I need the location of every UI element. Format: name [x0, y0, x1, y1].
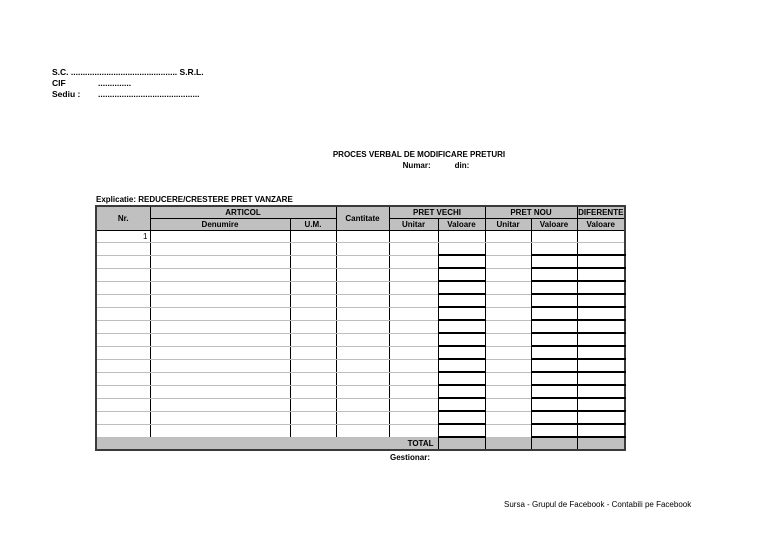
um-cell[interactable]: [290, 255, 336, 268]
cantitate-cell[interactable]: [336, 398, 389, 411]
cantitate-cell[interactable]: [336, 424, 389, 437]
source-note: Sursa - Grupul de Facebook - Contabili pe Facebook: [504, 500, 692, 509]
nou-valoare-cell[interactable]: [531, 372, 577, 385]
table-row: [96, 411, 625, 424]
nou-valoare-cell[interactable]: [531, 281, 577, 294]
table-row: [96, 307, 625, 320]
denumire-cell[interactable]: [150, 372, 290, 385]
dif-valoare-cell[interactable]: [577, 411, 625, 424]
dif-valoare-cell[interactable]: [577, 424, 625, 437]
vechi-valoare-cell[interactable]: [438, 231, 485, 243]
nou-unitar-cell[interactable]: [485, 346, 531, 359]
cantitate-cell[interactable]: [336, 333, 389, 346]
um-cell[interactable]: [290, 243, 336, 256]
dif-valoare-cell[interactable]: [577, 231, 625, 243]
nou-valoare-cell[interactable]: [531, 231, 577, 243]
cantitate-cell[interactable]: [336, 307, 389, 320]
denumire-cell[interactable]: [150, 243, 290, 256]
table-row: [96, 359, 625, 372]
col-header-denumire: Denumire: [150, 219, 290, 231]
dif-valoare-cell[interactable]: [577, 307, 625, 320]
vechi-valoare-cell[interactable]: [438, 268, 485, 281]
vechi-unitar-cell[interactable]: [389, 320, 438, 333]
table-row: [96, 424, 625, 437]
header-row-1: [96, 206, 625, 219]
vechi-valoare-cell[interactable]: [438, 255, 485, 268]
nou-valoare-cell[interactable]: [531, 346, 577, 359]
table-row: [96, 231, 625, 243]
nou-valoare-cell[interactable]: [531, 307, 577, 320]
nou-valoare-cell[interactable]: [531, 359, 577, 372]
vechi-unitar-cell[interactable]: [389, 359, 438, 372]
dif-valoare-cell[interactable]: [577, 268, 625, 281]
vechi-unitar-cell[interactable]: [389, 346, 438, 359]
nou-unitar-cell[interactable]: [485, 333, 531, 346]
table-row: [96, 255, 625, 268]
total-dif-valoare[interactable]: [577, 437, 625, 450]
nou-unitar-cell[interactable]: [485, 243, 531, 256]
cantitate-cell[interactable]: [336, 359, 389, 372]
denumire-cell[interactable]: [150, 411, 290, 424]
row-number-cell[interactable]: [96, 268, 150, 281]
col-header-nou-valoare: Valoare: [531, 219, 577, 231]
table-row: [96, 243, 625, 256]
denumire-cell[interactable]: [150, 307, 290, 320]
vechi-valoare-cell[interactable]: [438, 243, 485, 256]
vechi-valoare-cell[interactable]: [438, 411, 485, 424]
cif-label: CIF: [52, 78, 66, 88]
denumire-cell[interactable]: [150, 231, 290, 243]
dif-valoare-cell[interactable]: [577, 243, 625, 256]
table-row: [96, 372, 625, 385]
um-cell[interactable]: [290, 268, 336, 281]
vechi-unitar-cell[interactable]: [389, 281, 438, 294]
denumire-cell[interactable]: [150, 346, 290, 359]
nou-valoare-cell[interactable]: [531, 255, 577, 268]
table-row: [96, 398, 625, 411]
um-cell[interactable]: [290, 294, 336, 307]
dif-valoare-cell[interactable]: [577, 320, 625, 333]
nou-unitar-cell[interactable]: [485, 281, 531, 294]
company-sc-label: S.C. ............................................. S.R.L.: [52, 67, 204, 77]
um-cell[interactable]: [290, 372, 336, 385]
sediu-value: ...........................................: [98, 89, 200, 99]
nou-unitar-cell[interactable]: [485, 398, 531, 411]
nou-valoare-cell[interactable]: [531, 333, 577, 346]
nou-unitar-cell[interactable]: [485, 385, 531, 398]
nou-valoare-cell[interactable]: [531, 320, 577, 333]
cantitate-cell[interactable]: [336, 268, 389, 281]
dif-valoare-cell[interactable]: [577, 372, 625, 385]
col-header-vechi-valoare: Valoare: [438, 219, 485, 231]
nou-unitar-cell[interactable]: [485, 255, 531, 268]
cantitate-cell[interactable]: [336, 255, 389, 268]
total-row: [96, 437, 625, 450]
nou-valoare-cell[interactable]: [531, 385, 577, 398]
col-header-pret-nou: PRET NOU: [485, 206, 577, 219]
vechi-unitar-cell[interactable]: [389, 333, 438, 346]
denumire-cell[interactable]: [150, 385, 290, 398]
gestionar-label: Gestionar:: [390, 453, 431, 462]
total-label: TOTAL: [96, 437, 438, 450]
cantitate-cell[interactable]: [336, 243, 389, 256]
company-sediu-line: [52, 89, 204, 100]
cantitate-cell[interactable]: [336, 281, 389, 294]
um-cell[interactable]: [290, 424, 336, 437]
um-cell[interactable]: [290, 281, 336, 294]
dif-valoare-cell[interactable]: [577, 398, 625, 411]
denumire-cell[interactable]: [150, 294, 290, 307]
cantitate-cell[interactable]: [336, 372, 389, 385]
cantitate-cell[interactable]: [336, 411, 389, 424]
vechi-valoare-cell[interactable]: [438, 372, 485, 385]
col-header-nou-unitar: Unitar: [485, 219, 531, 231]
denumire-cell[interactable]: [150, 359, 290, 372]
price-change-table: [95, 205, 626, 451]
col-header-um: U.M.: [290, 219, 336, 231]
um-cell[interactable]: [290, 398, 336, 411]
col-header-nr: Nr.: [96, 206, 150, 231]
table-row: [96, 268, 625, 281]
total-nou-valoare[interactable]: [531, 437, 577, 450]
vechi-unitar-cell[interactable]: [389, 372, 438, 385]
um-cell[interactable]: [290, 411, 336, 424]
um-cell[interactable]: [290, 359, 336, 372]
vechi-valoare-cell[interactable]: [438, 307, 485, 320]
denumire-cell[interactable]: [150, 281, 290, 294]
um-cell[interactable]: [290, 385, 336, 398]
din-label: din:: [454, 161, 470, 170]
table-row: [96, 294, 625, 307]
vechi-unitar-cell[interactable]: [389, 255, 438, 268]
col-header-vechi-unitar: Unitar: [389, 219, 438, 231]
nou-valoare-cell[interactable]: [531, 243, 577, 256]
dif-valoare-cell[interactable]: [577, 255, 625, 268]
cantitate-cell[interactable]: [336, 385, 389, 398]
total-nou-unitar[interactable]: [485, 437, 531, 450]
um-cell[interactable]: [290, 307, 336, 320]
col-header-diferente: DIFERENTE: [578, 208, 624, 217]
dif-valoare-cell[interactable]: [577, 385, 625, 398]
nou-valoare-cell[interactable]: [531, 411, 577, 424]
sediu-label: Sediu :: [52, 89, 81, 99]
col-header-pret-vechi: PRET VECHI: [389, 206, 485, 219]
vechi-unitar-cell[interactable]: [389, 398, 438, 411]
um-cell[interactable]: [290, 320, 336, 333]
um-cell[interactable]: [290, 333, 336, 346]
total-vechi-valoare[interactable]: [438, 437, 485, 450]
nou-unitar-cell[interactable]: [485, 307, 531, 320]
row-number-cell[interactable]: [96, 398, 150, 411]
nou-valoare-cell[interactable]: [531, 398, 577, 411]
vechi-unitar-cell[interactable]: [389, 243, 438, 256]
vechi-valoare-cell[interactable]: [438, 359, 485, 372]
nou-unitar-cell[interactable]: [485, 268, 531, 281]
row-number-cell[interactable]: [96, 359, 150, 372]
nou-valoare-cell[interactable]: [531, 268, 577, 281]
nou-unitar-cell[interactable]: [485, 372, 531, 385]
row-number-cell[interactable]: [96, 255, 150, 268]
row-number-cell[interactable]: [96, 346, 150, 359]
row-number-cell[interactable]: [96, 307, 150, 320]
company-name-line: [52, 67, 204, 78]
col-header-articol: ARTICOL: [150, 206, 336, 219]
vechi-valoare-cell[interactable]: [438, 333, 485, 346]
vechi-valoare-cell[interactable]: [438, 385, 485, 398]
row-number-cell[interactable]: [96, 424, 150, 437]
vechi-valoare-cell[interactable]: [438, 398, 485, 411]
nou-unitar-cell[interactable]: [485, 294, 531, 307]
um-cell[interactable]: [290, 231, 336, 243]
dif-valoare-cell[interactable]: [577, 333, 625, 346]
vechi-valoare-cell[interactable]: [438, 424, 485, 437]
row-number-cell[interactable]: [96, 320, 150, 333]
cantitate-cell[interactable]: [336, 231, 389, 243]
explicatie-text: Explicatie: REDUCERE/CRESTERE PRET VANZARE: [96, 195, 293, 204]
dif-valoare-cell[interactable]: [577, 346, 625, 359]
vechi-unitar-cell[interactable]: [389, 307, 438, 320]
um-cell[interactable]: [290, 346, 336, 359]
document-title: PROCES VERBAL DE MODIFICARE PRETURI: [332, 150, 506, 159]
vechi-valoare-cell[interactable]: [438, 281, 485, 294]
vechi-valoare-cell[interactable]: [438, 294, 485, 307]
col-header-dif-valoare: Valoare: [577, 219, 625, 231]
col-header-cantitate: Cantitate: [336, 206, 389, 231]
company-cif-line: [52, 78, 204, 89]
denumire-cell[interactable]: [150, 424, 290, 437]
dif-valoare-cell[interactable]: [577, 281, 625, 294]
vechi-unitar-cell[interactable]: [389, 411, 438, 424]
numar-label: Numar:: [402, 161, 431, 170]
row-number-cell[interactable]: [96, 294, 150, 307]
table-row: [96, 281, 625, 294]
row-number-cell[interactable]: [96, 243, 150, 256]
table-row: [96, 346, 625, 359]
table-row: [96, 385, 625, 398]
table-row: [96, 320, 625, 333]
vechi-valoare-cell[interactable]: [438, 346, 485, 359]
vechi-unitar-cell[interactable]: [389, 268, 438, 281]
vechi-unitar-cell[interactable]: [389, 424, 438, 437]
company-block: [52, 67, 204, 100]
vechi-unitar-cell[interactable]: [389, 231, 438, 243]
vechi-unitar-cell[interactable]: [389, 385, 438, 398]
row-number-cell[interactable]: [96, 385, 150, 398]
dif-valoare-cell[interactable]: [577, 359, 625, 372]
document-title-block: [0, 149, 768, 171]
cantitate-cell[interactable]: [336, 320, 389, 333]
row-number-cell[interactable]: 1: [96, 231, 150, 243]
nou-valoare-cell[interactable]: [531, 294, 577, 307]
cif-value: ..............: [98, 78, 132, 88]
denumire-cell[interactable]: [150, 333, 290, 346]
row-number-cell[interactable]: [96, 372, 150, 385]
row-number-cell[interactable]: [96, 333, 150, 346]
document-number-line: [0, 160, 768, 171]
row-number-cell[interactable]: [96, 411, 150, 424]
nou-unitar-cell[interactable]: [485, 320, 531, 333]
nou-unitar-cell[interactable]: [485, 231, 531, 243]
table-row: [96, 333, 625, 346]
cantitate-cell[interactable]: [336, 346, 389, 359]
denumire-cell[interactable]: [150, 255, 290, 268]
vechi-valoare-cell[interactable]: [438, 320, 485, 333]
dif-valoare-cell[interactable]: [577, 294, 625, 307]
nou-unitar-cell[interactable]: [485, 424, 531, 437]
nou-valoare-cell[interactable]: [531, 424, 577, 437]
nou-unitar-cell[interactable]: [485, 359, 531, 372]
denumire-cell[interactable]: [150, 268, 290, 281]
denumire-cell[interactable]: [150, 398, 290, 411]
cantitate-cell[interactable]: [336, 294, 389, 307]
nou-unitar-cell[interactable]: [485, 411, 531, 424]
vechi-unitar-cell[interactable]: [389, 294, 438, 307]
denumire-cell[interactable]: [150, 320, 290, 333]
row-number-cell[interactable]: [96, 281, 150, 294]
